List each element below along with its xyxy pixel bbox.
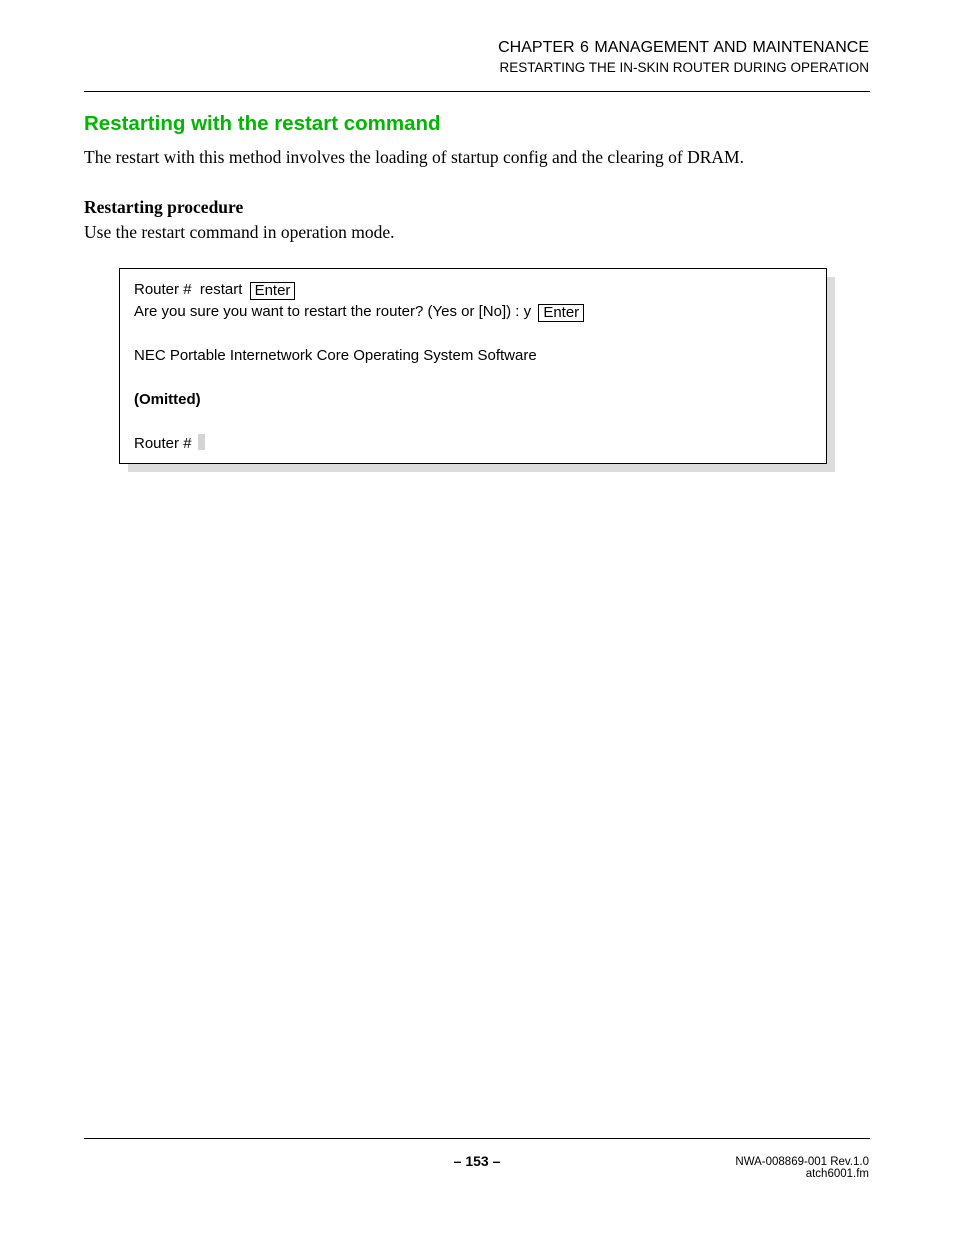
terminal-prompt-restart: Router # restart	[134, 281, 243, 298]
cursor-block	[198, 434, 205, 450]
intro-paragraph: The restart with this method involves the loading of startup config and the clearing of DRAM.	[84, 147, 744, 167]
header-rule	[84, 91, 870, 92]
procedure-body: Use the restart command in operation mode.	[84, 222, 395, 242]
terminal-example-box	[119, 268, 827, 464]
enter-key-label: Enter	[538, 304, 584, 322]
running-header-section: RESTARTING THE IN-SKIN ROUTER DURING OPERATION	[499, 60, 869, 75]
document-file-name: atch6001.fm	[805, 1168, 869, 1180]
running-header-chapter: CHAPTER 6 MANAGEMENT AND MAINTENANCE	[498, 39, 869, 56]
section-heading: Restarting with the restart command	[84, 112, 441, 135]
procedure-heading: Restarting procedure	[84, 197, 244, 217]
terminal-line-os: NEC Portable Internetwork Core Operating System Software	[134, 347, 537, 364]
terminal-line-confirm	[134, 303, 584, 321]
document-id: NWA-008869-001 Rev.1.0	[735, 1156, 869, 1168]
footer-rule	[84, 1138, 870, 1139]
terminal-line-final-prompt	[134, 434, 205, 453]
page-number: – 153 –	[453, 1153, 501, 1169]
terminal-final-prompt: Router #	[134, 435, 192, 452]
terminal-line-omitted: (Omitted)	[134, 391, 201, 408]
terminal-confirm-text: Are you sure you want to restart the router? (Yes or [No]) : y	[134, 303, 532, 320]
enter-key-label: Enter	[250, 282, 296, 300]
terminal-line-restart	[134, 281, 295, 299]
